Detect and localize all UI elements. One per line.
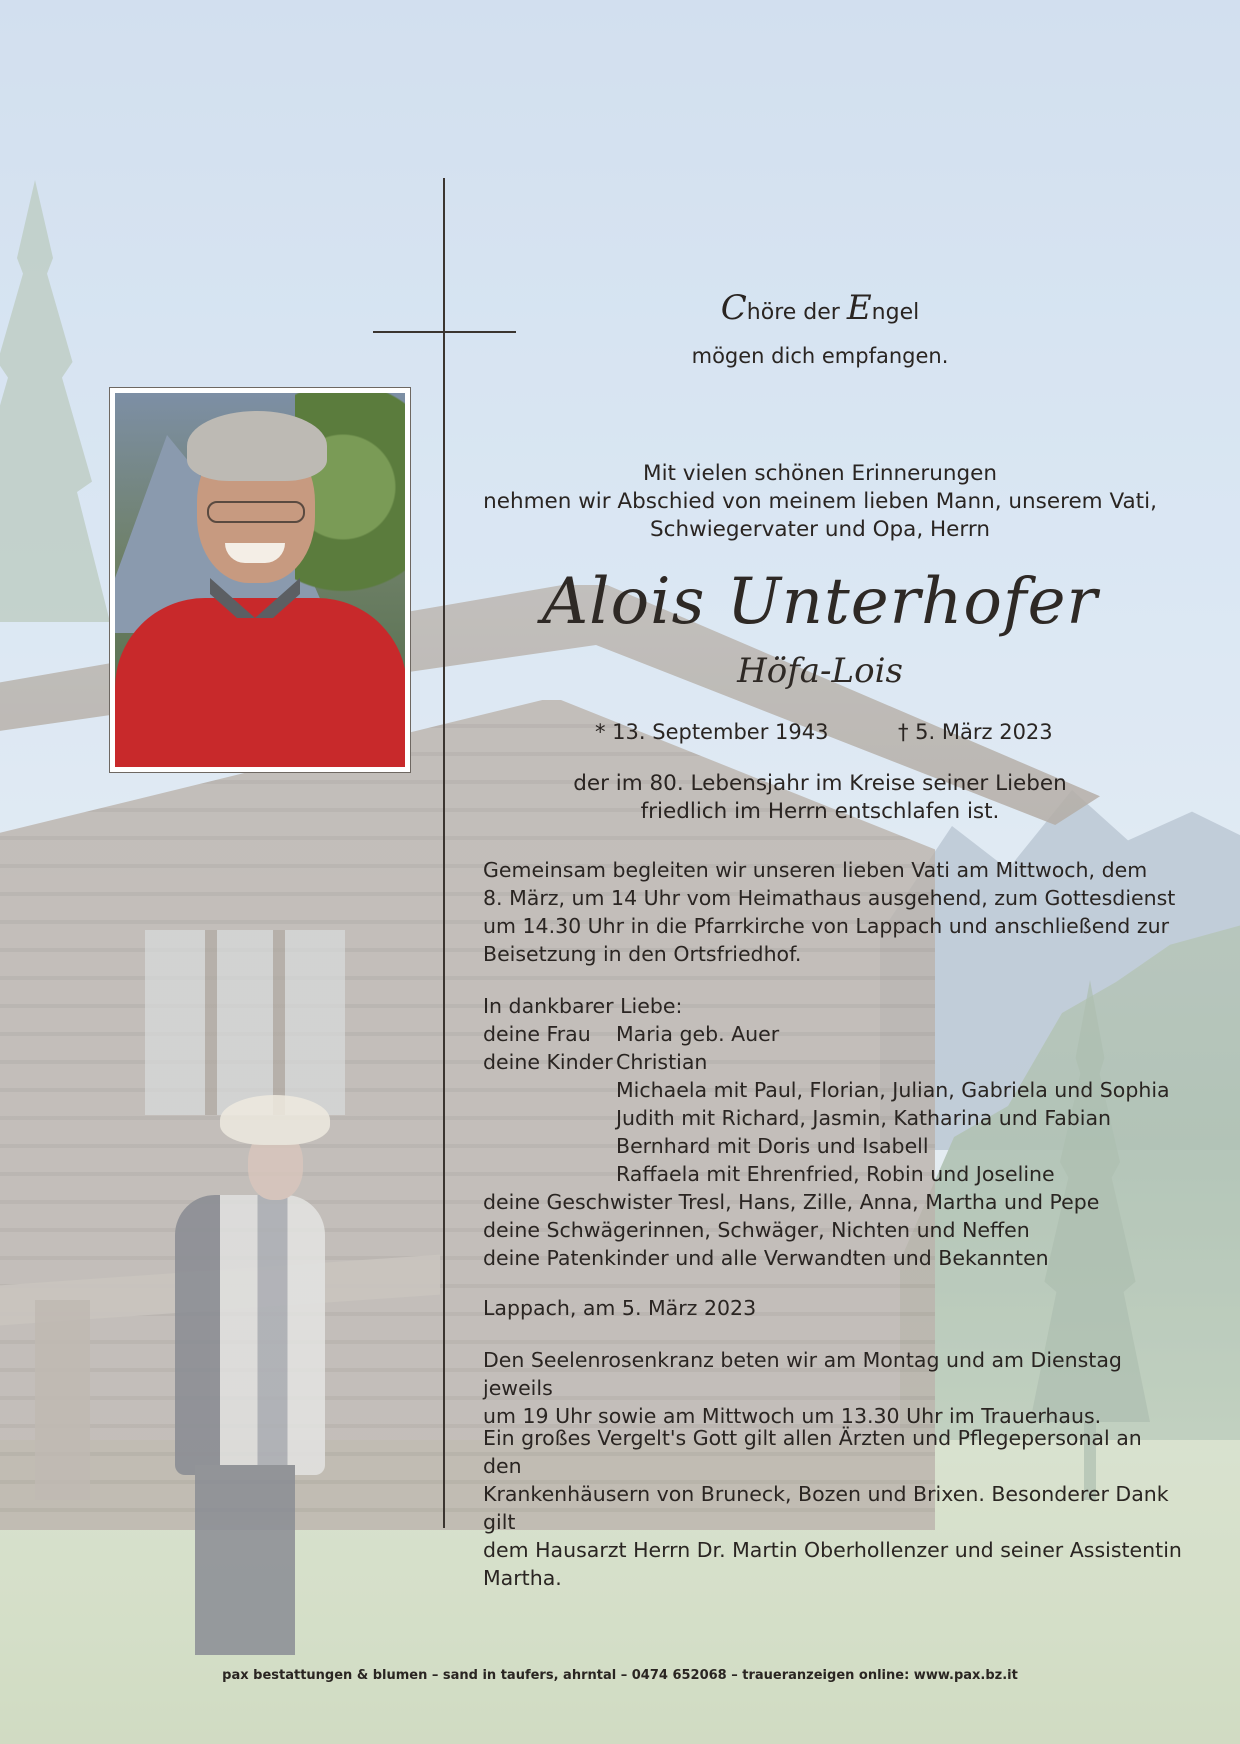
deceased-nickname: Höfa-Lois — [737, 651, 903, 691]
mourner-row — [483, 1076, 1170, 1104]
mourner-label: deine Geschwister — [483, 1190, 673, 1214]
mourner-row — [483, 1132, 1170, 1160]
intro-line: nehmen wir Abschied von meinem lieben Mann, unserem Vati, — [483, 489, 1157, 514]
cross-horizontal-line — [373, 331, 516, 333]
place-date: Lappach, am 5. März 2023 — [483, 1296, 757, 1320]
rosary-line: um 19 Uhr sowie am Mittwoch um 13.30 Uhr im Trauerhaus. — [483, 1404, 1102, 1428]
mourner-row — [483, 1188, 1170, 1216]
mourner-names: Maria geb. Auer — [616, 1022, 780, 1046]
passage-line: der im 80. Lebensjahr im Kreise seiner Lieben — [573, 771, 1067, 796]
thanks-line: Martha. — [483, 1566, 562, 1590]
mourner-row — [483, 1244, 1170, 1272]
mourner-names: Michaela mit Paul, Florian, Julian, Gabriela und Sophia — [616, 1078, 1170, 1102]
mourner-row — [483, 1020, 1170, 1048]
mourner-names: Bernhard mit Doris und Isabell — [616, 1134, 929, 1158]
mourner-row — [483, 1104, 1170, 1132]
verse-initial-c: C — [720, 288, 747, 328]
passage-line: friedlich im Herrn entschlafen ist. — [640, 799, 1000, 824]
mourner-label: deine Kinder — [483, 1050, 613, 1074]
portrait-hair — [187, 411, 327, 481]
footer-imprint: pax bestattungen & blumen – sand in taufers, ahrntal – 0474 652068 – traueranzeigen online: www.pax.bz.it — [222, 1668, 1018, 1683]
rosary-line: Den Seelenrosenkranz beten wir am Montag und am Dienstag jeweils — [483, 1348, 1122, 1400]
verse-initial-e: E — [846, 288, 872, 328]
portrait-frame — [109, 387, 411, 773]
deceased-name: Alois Unterhofer — [541, 565, 1099, 639]
thanks-text — [483, 1424, 1183, 1592]
thanks-line: Ein großes Vergelt's Gott gilt allen Ärzten und Pflegepersonal an den — [483, 1426, 1142, 1478]
mourner-row — [483, 1216, 1170, 1244]
rosary-info — [483, 1346, 1183, 1430]
death-date: † 5. März 2023 — [898, 720, 1053, 744]
portrait-photo — [115, 393, 405, 767]
intro-text — [470, 460, 1170, 544]
passage-text — [470, 770, 1170, 826]
intro-line: Schwiegervater und Opa, Herrn — [650, 517, 990, 542]
verse-line-1 — [470, 288, 1170, 328]
thanks-line: Krankenhäusern von Bruneck, Bozen und Brixen. Besonderer Dank gilt — [483, 1482, 1169, 1534]
verse-text-2: ngel — [871, 300, 920, 325]
mourner-row — [483, 1160, 1170, 1188]
funeral-info — [483, 856, 1183, 968]
verse-line-2: mögen dich empfangen. — [691, 344, 949, 368]
birth-date: * 13. September 1943 — [595, 720, 829, 744]
funeral-line: Gemeinsam begleiten wir unseren lieben Vati am Mittwoch, dem — [483, 858, 1148, 882]
funeral-line: um 14.30 Uhr in die Pfarrkirche von Lappach und anschließend zur — [483, 914, 1170, 938]
mourner-names: Judith mit Richard, Jasmin, Katharina und Fabian — [616, 1106, 1112, 1130]
portrait-glasses — [207, 501, 305, 523]
mourner-label: deine Frau — [483, 1022, 591, 1046]
mourners-title: In dankbarer Liebe: — [483, 994, 683, 1018]
intro-line: Mit vielen schönen Erinnerungen — [643, 461, 997, 486]
funeral-line: 8. März, um 14 Uhr vom Heimathaus ausgehend, zum Gottesdienst — [483, 886, 1176, 910]
mourner-row — [483, 1048, 1170, 1076]
verse-text-1: höre der — [746, 300, 847, 325]
funeral-line: Beisetzung in den Ortsfriedhof. — [483, 942, 802, 966]
mourner-names: Raffaela mit Ehrenfried, Robin und Joseline — [616, 1162, 1055, 1186]
cross-vertical-line — [443, 178, 445, 1528]
mourner-names: Tresl, Hans, Zille, Anna, Martha und Pepe — [678, 1190, 1100, 1214]
thanks-line: dem Hausarzt Herrn Dr. Martin Oberhollenzer und seiner Assistentin — [483, 1538, 1182, 1562]
portrait-sweater — [115, 598, 405, 767]
mourner-names: Christian — [616, 1050, 708, 1074]
mourner-label: deine Schwägerinnen, Schwäger, Nichten und Neffen — [483, 1218, 1030, 1242]
mourners-list — [483, 1020, 1170, 1272]
mourner-label: deine Patenkinder und alle Verwandten und Bekannten — [483, 1246, 1049, 1270]
